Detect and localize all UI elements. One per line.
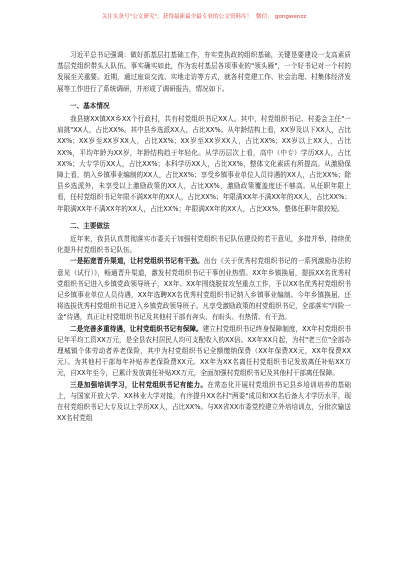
practice-item-2-lead: 二是完善多重待遇，让村党组织书记有保障。: [70, 324, 203, 333]
intro-paragraph: 习近平总书记强调：做好抓基层打基础工作，夯实党执政的组织基础，关键是要建设一支高素质基层党组织带头人队伍。事实确实如此，作为农村基层各项事业的"领头雁"，一个好书记对一个村的发展至关重要。近期，通过座谈交流、实地走访等方式，就各村党建工作、社会治理、村集体经济发展等工作进行了系统调研，并形成了调研报告，情况如下。: [57, 51, 351, 93]
section-heading-basic: 一、基本情况: [70, 101, 110, 110]
practice-item-1: [57, 256, 351, 323]
document-body: [57, 50, 351, 425]
practice-item-3-lead: 三是加强培训学习，让村党组织书记有能力。: [70, 380, 208, 389]
section-basic-paragraph: 我县辖XX镇XX乡XX个行政村，共有村党组织书记XX人。其中，村党组织书记、村委会主任"一肩挑"XX人，占比XX%。其中县乡选派XX人，占比XX%。从年龄结构上看，XX岁及以下XX人，占比XX%；XX岁至XX岁XX人，占比XX%；XX岁至XX岁XX人，占比XX%；XX岁以上XX人，占比XX%，平均年龄为XX岁，年龄结构趋于年轻化。从学历层次上看，高中（中专）学历XX人，占比XX%；大专学历XX人，占比XX%；本科学历XX人，占比XX%，整体文化素质有所提高。从激励保障上看，纳入乡镇事业编制的XX人，占比XX%；享受乡镇事业单位人员待遇的XX人，占比XX%；除县乡选派外，未享受以上激励政策的XX人，占比XX%，激励政策覆盖度还不够高。从任职年限上看，任村党组织书记年限不满XX年的XX人，占比XX%；年限满XX年不满XX年的XX人，占比XX%；年限满XX年不满XX年的XX人，占比XX%；年限满XX年的XX人，占比XX%，整体任职年限较短。: [57, 115, 351, 213]
promo-banner: [0, 12, 408, 20]
banner-text: 关注头条号"公文研究"，获得最新最全最专业的公文资料库！: [101, 14, 253, 20]
practice-item-1-lead: 一是拓宽晋升渠道，让村党组织书记有干劲。: [70, 257, 204, 266]
practice-item-3: [57, 380, 351, 425]
practice-item-1-body: 出台《关于优秀村党组织书记的一系列激励办法的意见（试行）》，畅通晋升渠道，激发村党组织书记干事创业热情。XX年乡镇换届，提拔XX名优秀村党组织书记进入乡镇党政领导班子，XX年、XX年围绕脱贫攻坚重点工作，予以XX名优秀村党组织书记乡镇事业单位人员待遇，XX年选聘XX名优秀村党组织书记纳入乡镇事业编制。今年乡镇换届，还将选拔优秀村党组织书记进入乡镇党政领导班子。凡享受激励政策的村党组织书记，全部落实"四险一金"待遇，真正让村党组织书记及其他村干部有奔头、有盼头、有热情、有干劲。: [57, 257, 352, 322]
practice-item-2: [57, 324, 351, 380]
banner-wechat-id: gongwenzz: [274, 14, 307, 20]
practice-item-2-body: 建立村党组织书记终身保障制度，XX年村党组织书记年平均工资XX万元，是全县农村居民人均可支配收入的XX倍。XX年XX月起，为村"老三位"全部办理城镇个体劳动者养老保险，其中为村党组织书记全额缴纳保费（XX年保费XX元，XX年保费XX元）。为其他村干部每年补贴养老保险费XX元。XX年为XX名离任村党组织书记发放离任补贴XX万元，自XX年至今，已累计发放离任补贴XX万元，全面加强村党组织书记及其他村干部离任保障。: [57, 324, 351, 378]
section-practices-intro: 近年来，我县认真贯彻落实市委关于加强村党组织书记队伍建设的若干意见，多措并举，持续优化提升村党组织书记队伍。: [57, 235, 351, 255]
practice-item-3-body: 在常态化开展村党组织书记县乡培训培养的基础上，与国家开放大学、XX林业大学对接，有序提升XX名村"两委"成员和XX名后备人才学历水平，现在村党组织书记大专及以上学历XX人，占比XX%。与XX省XX市委党校建立外培培训点，分批次输送XX名村党组: [57, 380, 351, 423]
banner-wechat-label: 微信：: [256, 14, 273, 20]
section-heading-practices: 二、主要做法: [70, 221, 110, 230]
